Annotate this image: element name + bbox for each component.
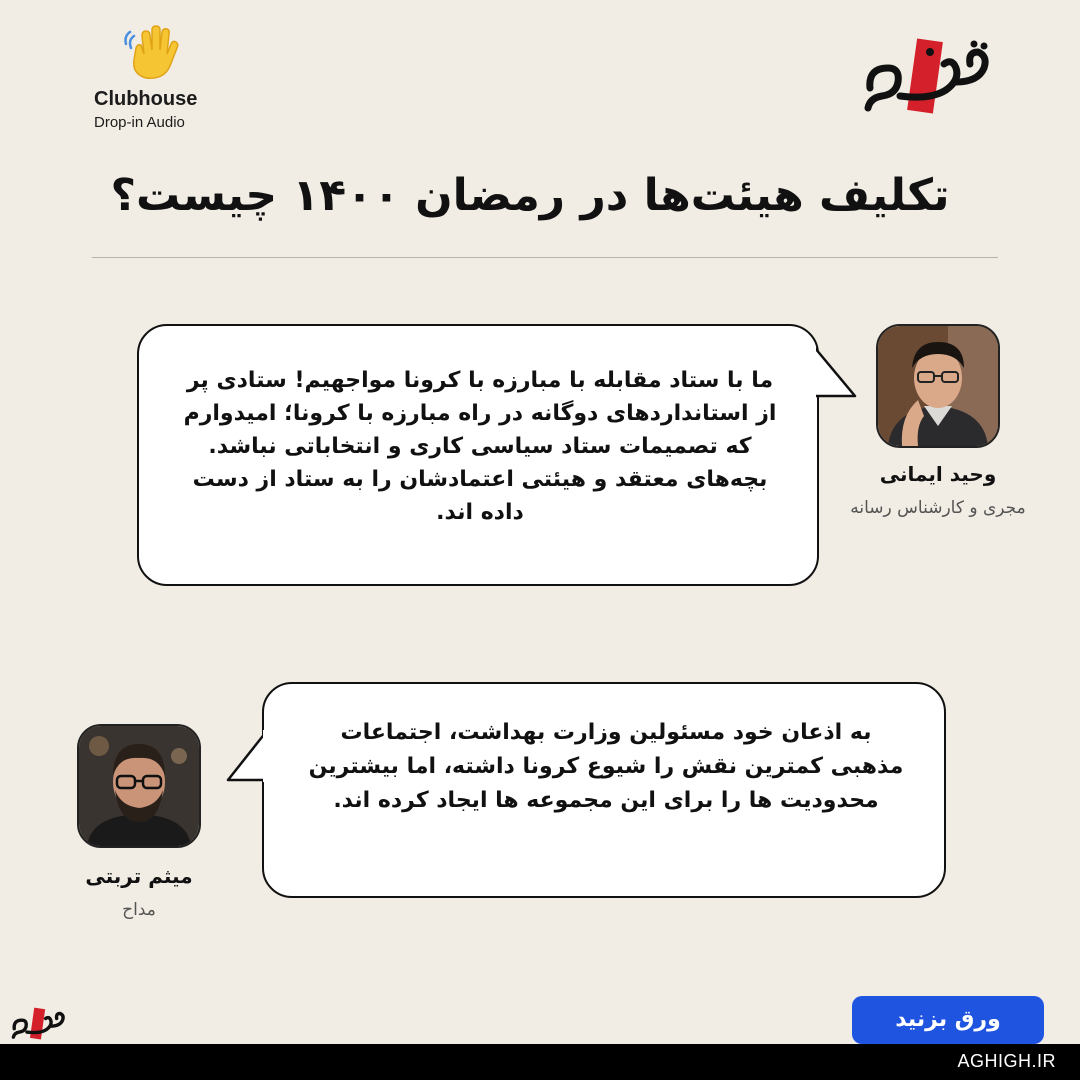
aghigh-small-logo-icon — [10, 1004, 66, 1044]
clubhouse-name: Clubhouse — [94, 88, 198, 110]
avatar-speaker-1 — [876, 324, 1000, 448]
speaker-name-2: میثم تربتی — [85, 864, 193, 888]
avatar-speaker-2 — [77, 724, 201, 848]
quote-bubble-2 — [262, 682, 946, 898]
quote-text-2: به اذعان خود مسئولین وزارت بهداشت، اجتماعات مذهبی کمترین نقش را شیوع کرونا داشته، اما بیشترین محدودیت ها را برای این مجموعه ها ایجاد کرده اند. — [308, 720, 904, 813]
speaker-role-2: مداح — [122, 900, 156, 920]
speaker-role-1: مجری و کارشناس رسانه — [850, 498, 1026, 518]
footer-bar — [0, 1044, 1080, 1080]
title-divider — [92, 257, 998, 258]
clubhouse-tagline: Drop-in Audio — [94, 114, 185, 131]
quote-text-1: ما با ستاد مقابله با مبارزه با کرونا مواجهیم! ستادی پر از استانداردهای دوگانه در راه مبارزه با کرونا؛ امیدوارم که تصمیمات ستاد سیاسی کاری و انتخاباتی نباشد. بچه‌های معتقد و هیئتی اعتمادشان را به ستاد از دست داده اند. — [183, 368, 777, 525]
footer-site-link[interactable]: AGHIGH.IR — [957, 1051, 1056, 1071]
bubble-tail-1 — [815, 344, 859, 404]
page-title: تکلیف هیئت‌ها در رمضان ۱۴۰۰ چیست؟ — [110, 170, 950, 221]
speaker-name-1: وحید ایمانی — [879, 462, 997, 486]
aghigh-logo-icon — [860, 38, 992, 116]
swipe-next-button[interactable]: ورق بزنید — [852, 996, 1044, 1044]
bubble-tail-2 — [224, 728, 266, 784]
waving-hand-icon — [122, 24, 182, 84]
quote-bubble-1 — [137, 324, 819, 586]
